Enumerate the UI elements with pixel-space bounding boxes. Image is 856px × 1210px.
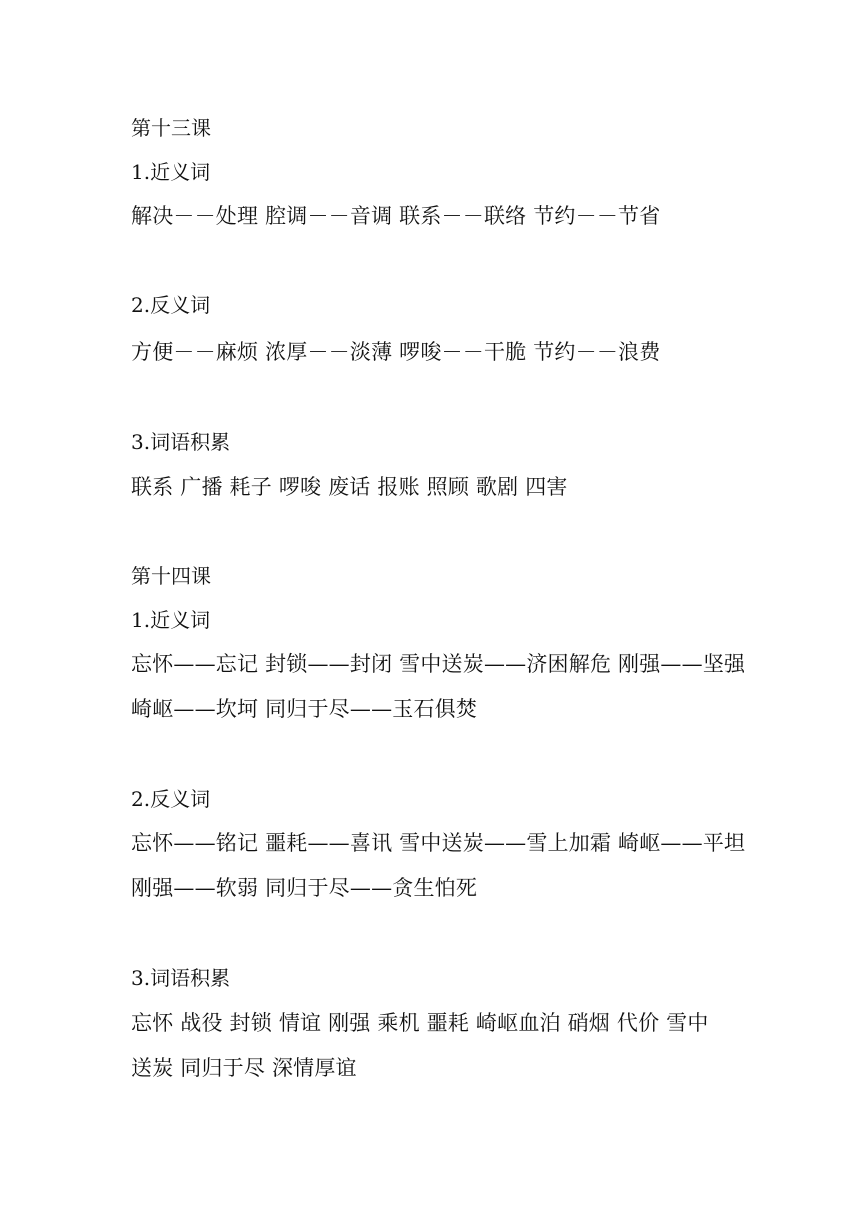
synonym-line: 解决－－处理 腔调－－音调 联系－－联络 节约－－节省: [131, 204, 661, 228]
vocabulary-line: 忘怀 战役 封锁 情谊 刚强 乘机 噩耗 崎岖血泊 硝烟 代价 雪中: [131, 1011, 709, 1035]
section-heading-synonyms: 1.近义词: [131, 608, 211, 632]
vocabulary-line: 送炭 同归于尽 深情厚谊: [131, 1056, 357, 1080]
synonym-line: 忘怀——忘记 封锁——封闭 雪中送炭——济困解危 刚强——坚强: [131, 652, 746, 676]
section-heading-synonyms: 1.近义词: [131, 160, 211, 184]
antonym-line: 刚强——软弱 同归于尽——贪生怕死: [131, 876, 478, 900]
section-heading-vocabulary: 3.词语积累: [131, 430, 231, 454]
lesson-title: 第十三课: [131, 116, 211, 140]
synonym-line: 崎岖——坎坷 同归于尽——玉石俱焚: [131, 697, 478, 721]
antonym-line: 忘怀——铭记 噩耗——喜讯 雪中送炭——雪上加霜 崎岖——平坦: [131, 831, 746, 855]
section-heading-vocabulary: 3.词语积累: [131, 966, 231, 990]
lesson-title: 第十四课: [131, 564, 211, 588]
vocabulary-line: 联系 广播 耗子 啰唆 废话 报账 照顾 歌剧 四害: [131, 475, 568, 499]
section-heading-antonyms: 2.反义词: [131, 787, 211, 811]
antonym-line: 方便－－麻烦 浓厚－－淡薄 啰唆－－干脆 节约－－浪费: [131, 340, 661, 364]
section-heading-antonyms: 2.反义词: [131, 293, 211, 317]
